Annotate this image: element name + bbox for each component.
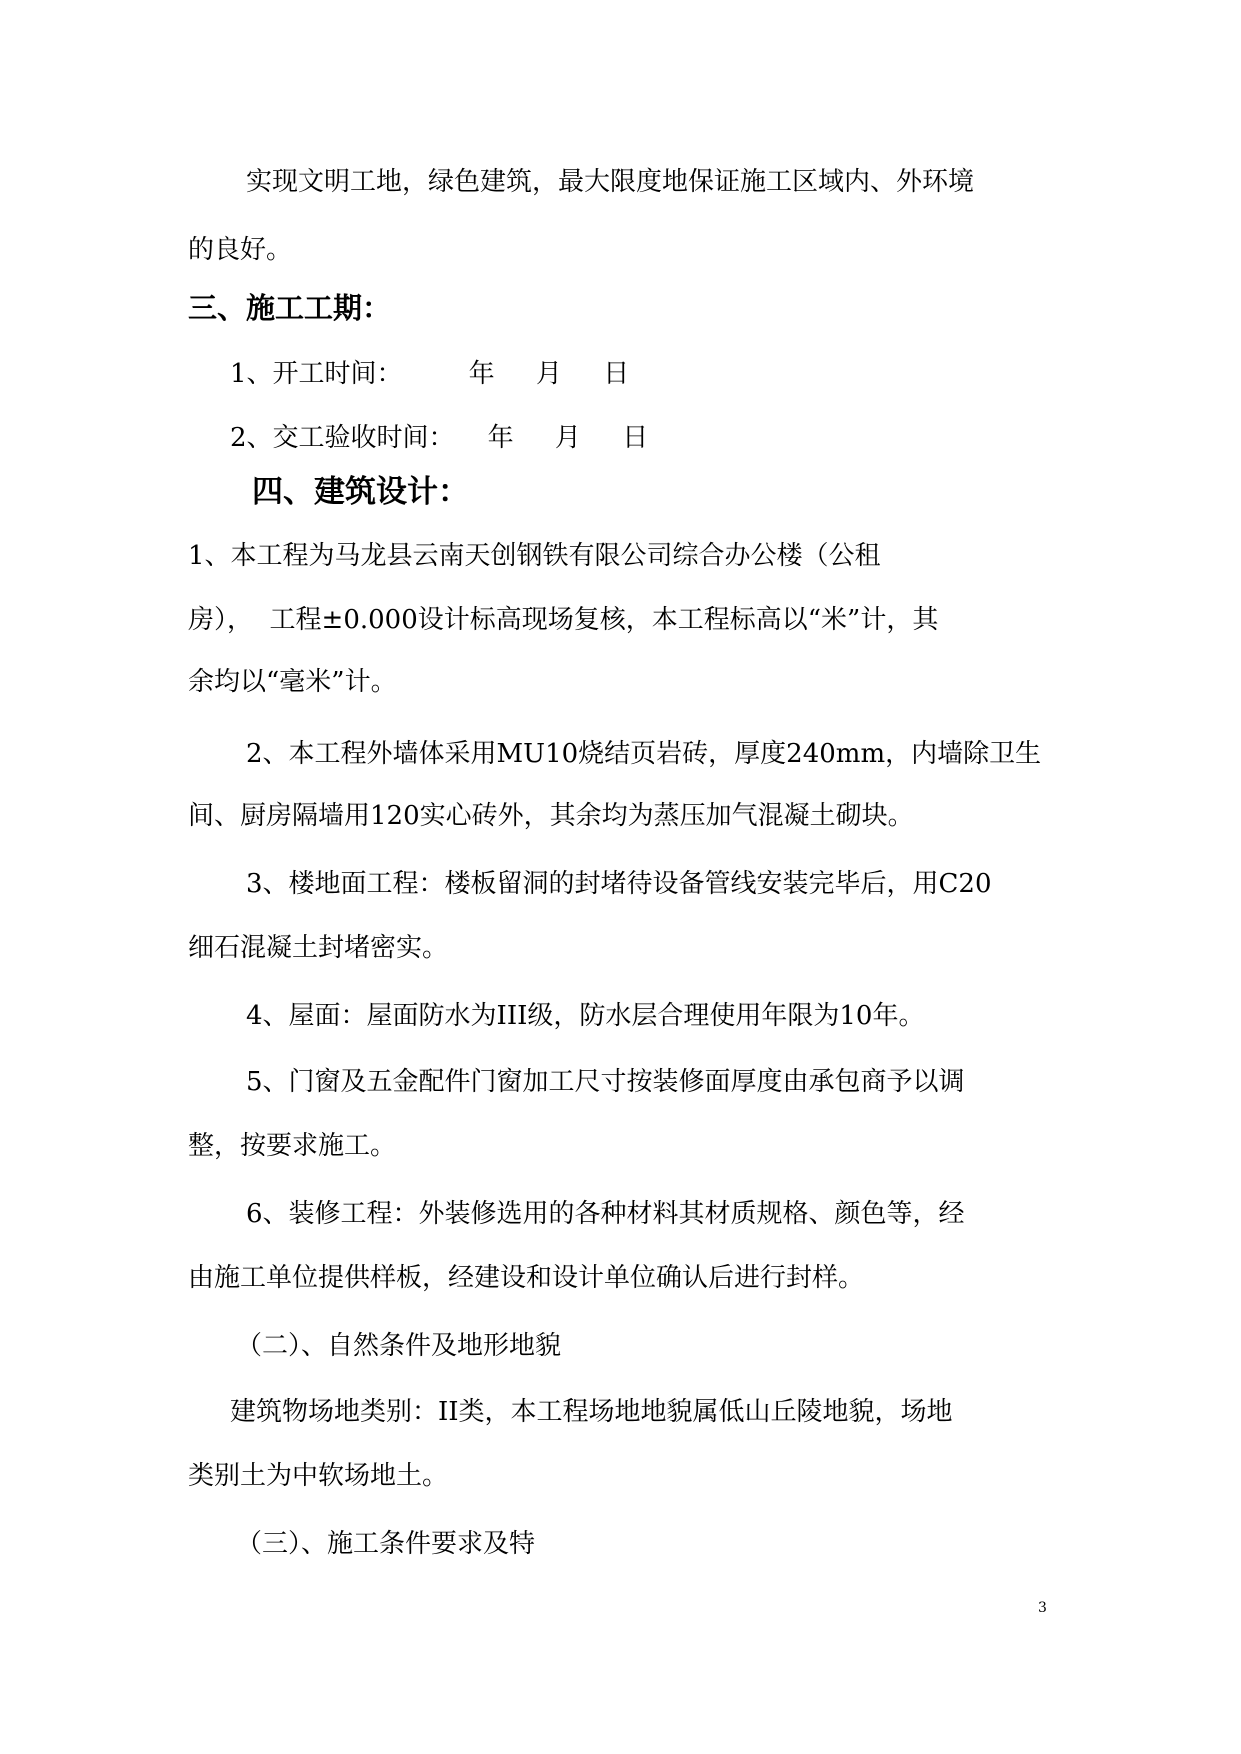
text-line: 建筑物场地类别：II类，本工程场地地貌属低山丘陵地貌，场地 — [230, 1397, 953, 1427]
text-line: 间、厨房隔墙用120实心砖外，其余均为蒸压加气混凝土砌块。 — [188, 801, 914, 831]
page-number: 3 — [1038, 1600, 1047, 1616]
text-line: 2、交工验收时间： 年 月 日 — [230, 423, 649, 453]
text-line: 的良好。 — [188, 235, 293, 265]
section-heading: 四、建筑设计： — [252, 474, 469, 510]
text-line: 2、本工程外墙体采用MU10烧结页岩砖，厚度240mm，内墙除卫生 — [246, 739, 1042, 769]
section-heading: 三、施工工期： — [188, 291, 392, 325]
subsection-heading: （三）、施工条件要求及特 — [236, 1529, 536, 1559]
text-line: 整，按要求施工。 — [188, 1131, 397, 1161]
text-line: 1、开工时间： 年 月 日 — [230, 359, 630, 389]
text-line: 实现文明工地，绿色建筑，最大限度地保证施工区域内、外环境 — [246, 167, 975, 197]
subsection-heading: （二）、自然条件及地形地貌 — [236, 1331, 562, 1361]
text-line: 细石混凝土封堵密实。 — [188, 933, 449, 963]
text-line: 类别土为中软场地土。 — [188, 1461, 449, 1491]
text-line: 房）， 工程±0.000设计标高现场复核，本工程标高以“米”计，其 — [188, 605, 939, 635]
text-line: 余均以“毫米”计。 — [188, 667, 397, 697]
text-line: 5、门窗及五金配件门窗加工尺寸按装修面厚度由承包商予以调 — [246, 1067, 965, 1097]
text-line: 1、本工程为马龙县云南天创钢铁有限公司综合办公楼（公租 — [188, 541, 881, 571]
text-line: 6、装修工程：外装修选用的各种材料其材质规格、颜色等，经 — [246, 1199, 965, 1229]
text-line: 4、屋面：屋面防水为III级，防水层合理使用年限为10年。 — [246, 1001, 925, 1031]
text-line: 由施工单位提供样板，经建设和设计单位确认后进行封样。 — [188, 1263, 865, 1293]
text-line: 3、楼地面工程：楼板留洞的封堵待设备管线安装完毕后，用C20 — [246, 869, 992, 899]
